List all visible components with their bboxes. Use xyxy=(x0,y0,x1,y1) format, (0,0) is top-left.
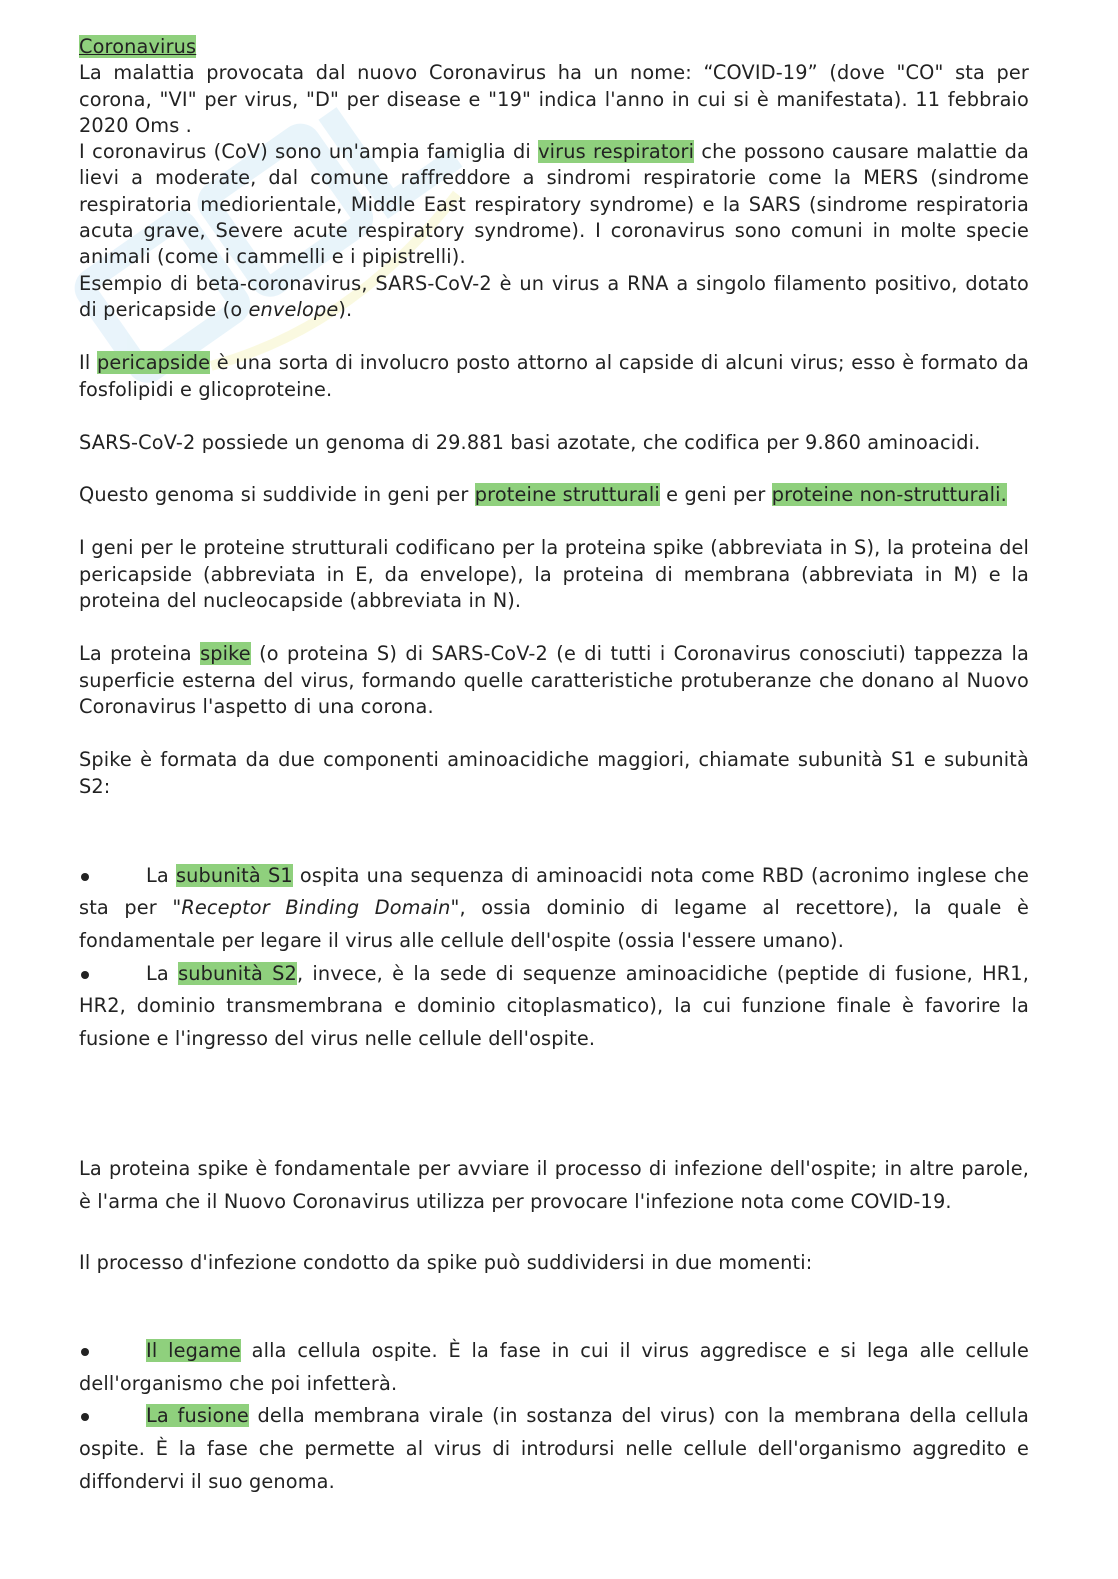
highlight-virus-respiratori: virus respiratori xyxy=(538,140,695,164)
highlight-spike: spike xyxy=(200,642,251,666)
paragraph-spike-infection: La proteina spike è fondamentale per avviare il processo di infezione dell'ospite; in altre parole, è l'arma che il Nuovo Coronavirus utilizza per provocare l'infezione nota come COVID-19. xyxy=(79,1157,1029,1213)
paragraph-genome-division: Questo genoma si suddivide in geni per proteine strutturali e geni per proteine non-strutturali. xyxy=(79,483,1007,507)
list-item: Il legame alla cellula ospite. È la fase in cui il virus aggredisce e si lega alle cellule dell'organismo che poi infetterà. xyxy=(79,1339,1029,1395)
list-item: La subunità S1 ospita una sequenza di aminoacidi nota come RBD (acronimo inglese che sta per "Receptor Binding Domain", ossia dominio di legame al recettore), la quale è fondamentale per legare il virus alle cellule dell'ospite (ossia l'essere umano). xyxy=(79,863,1030,953)
paragraph-pericapside: Il pericapside è una sorta di involucro posto attorno al capside di alcuni virus; esso è formato da fosfolipidi e glicoproteine. xyxy=(79,351,1029,401)
highlight-subunita-s2: subunità S2 xyxy=(178,961,297,985)
paragraph-infection-phases: Il processo d'infezione condotto da spike può suddividersi in due momenti: xyxy=(79,1250,813,1274)
highlight-la-fusione: La fusione xyxy=(146,1404,249,1428)
highlight-proteine-strutturali: proteine strutturali xyxy=(474,483,660,507)
paragraph-beta-coronavirus: Esempio di beta-coronavirus, SARS-CoV-2 è un virus a RNA a singolo filamento positivo, dotato di pericapside (o envelope). xyxy=(79,271,1029,321)
highlight-pericapside: pericapside xyxy=(96,351,211,375)
list-item: La subunità S2, invece, è la sede di sequenze aminoacidiche (peptide di fusione, HR1, HR2, dominio transmembrana e dominio citoplasmatico), la cui funzione finale è favorire la fusione e l'ingresso del virus nelle cellule dell'ospite. xyxy=(79,961,1029,1050)
highlight-proteine-non-strutturali: proteine non-strutturali. xyxy=(771,483,1007,507)
paragraph-spike-subunits: Spike è formata da due componenti aminoacidiche maggiori, chiamate subunità S1 e subunità S2: xyxy=(79,748,1029,798)
paragraph-coronavirus-family: I coronavirus (CoV) sono un'ampia famiglia di virus respiratori che possono causare malattie da lievi a moderate, dal comune raffreddore a sindromi respiratorie come la MERS (sindrome respiratoria mediorientale, Middle East respiratory syndrome) e la SARS (sindrome respiratoria acuta grave, Severe acute respiratory syndrome). I coronavirus sono comuni in molte specie animali (come i cammelli e i pipistrelli). xyxy=(79,140,1029,269)
page-title: Coronavirus xyxy=(79,35,197,58)
paragraph-genome-size: SARS-CoV-2 possiede un genoma di 29.881 basi azotate, che codifica per 9.860 aminoacidi. xyxy=(79,430,981,454)
list-item: La fusione della membrana virale (in sostanza del virus) con la membrana della cellula ospite. È la fase che permette al virus di introdursi nelle cellule dell'organismo aggredito e diffondervi il suo genoma. xyxy=(79,1404,1029,1493)
paragraph-covid-name: La malattia provocata dal nuovo Coronavirus ha un nome: “COVID-19” (dove "CO" sta per corona, "VI" per virus, "D" per disease e "19" indica l'anno in cui si è manifestata). 11 febbraio 2020 Oms . xyxy=(79,61,1029,137)
highlight-il-legame: Il legame xyxy=(146,1339,241,1363)
bullet-dot xyxy=(81,873,89,881)
paragraph-structural-genes: I geni per le proteine strutturali codificano per la proteina spike (abbreviata in S), la proteina del pericapside (abbreviata in E, da envelope), la proteina di membrana (abbreviata in M) e la proteina del nucleocapside (abbreviata in N). xyxy=(79,536,1029,613)
highlight-subunita-s1: subunità S1 xyxy=(175,863,293,887)
paragraph-spike-protein: La proteina spike (o proteina S) di SARS-CoV-2 (e di tutti i Coronavirus conosciuti) tappezza la superficie esterna del virus, formando quelle caratteristiche protuberanze che donano al Nuovo Coronavirus l'aspetto di una corona. xyxy=(79,642,1029,718)
bullet-dot xyxy=(81,971,89,979)
document-page xyxy=(79,34,1029,1498)
